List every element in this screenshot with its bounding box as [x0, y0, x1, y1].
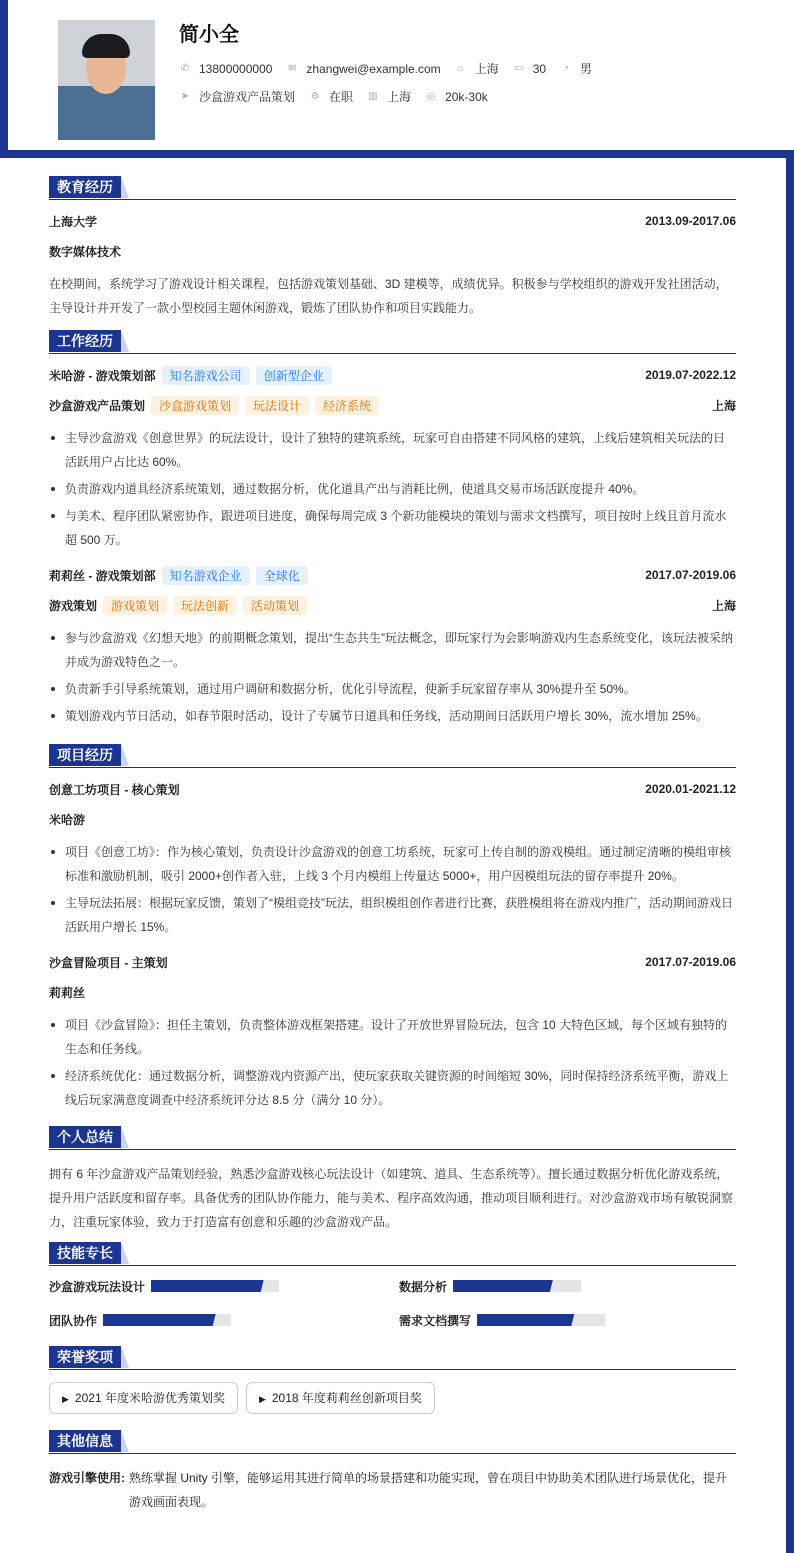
skill-tag: 游戏策划	[103, 596, 167, 615]
skill-bar	[477, 1314, 605, 1326]
triangle-icon: ▶	[258, 1394, 266, 1404]
section-summary: 个人总结	[49, 1126, 736, 1150]
edu-desc: 在校期间，系统学习了游戏设计相关课程，包括游戏策划基础、3D 建模等，成绩优异。积极参与学校组织的游戏开发社团活动，主导设计并开发了一款小型校园主题休闲游戏，锻炼了团队协作和项目实践能力。	[49, 277, 728, 315]
send-icon: ➤	[180, 91, 190, 102]
project-name: 沙盒冒险项目 - 主策划	[49, 955, 168, 970]
work-item	[49, 366, 736, 552]
triangle-icon: ▶	[62, 1394, 69, 1404]
award-item: ▶ 2018 年度莉莉丝创新项目奖	[246, 1382, 435, 1414]
work-item	[49, 566, 736, 728]
home-icon: ⌂	[457, 63, 464, 74]
other-info: 游戏引擎使用: 熟练掌握 Unity 引擎，能够运用其进行简单的场景搭建和功能实现，曾在项目中协助美术团队进行场景优化，提升游戏画面表现。	[49, 1471, 728, 1509]
section-project: 项目经历	[49, 744, 736, 768]
skill-name: 数据分析	[399, 1279, 448, 1294]
skill-item	[399, 1312, 736, 1328]
status-icon: ⚙	[310, 91, 320, 102]
left-border	[0, 0, 8, 158]
bullet: 主导沙盒游戏《创意世界》的玩法设计，设计了独特的建筑系统，玩家可自由搭建不同风格的建筑，上线后建筑相关玩法的日活跃用户占比达 60%。	[49, 426, 736, 474]
school: 上海大学	[49, 214, 98, 229]
bullet: 主导玩法拓展：根据玩家反馈，策划了“模组竞技”玩法，组织模组创作者进行比赛，获胜模组将在游戏内推广，活动期间游戏日活跃用户增长 15%。	[49, 891, 736, 939]
bullet: 负责新手引导系统策划，通过用户调研和数据分析，优化引导流程，使新手玩家留存率从 30%提升至 50%。	[49, 677, 736, 701]
bullet: 项目《创意工坊》：作为核心策划，负责设计沙盒游戏的创意工坊系统，玩家可上传自制的游戏模组。通过制定清晰的模组审核标准和激励机制，吸引 2000+创作者入驻，上线 3 个月内模组上传量达 5000+，用户因模组玩法的留存率提升 20%。	[49, 840, 736, 888]
phone: 13800000000	[199, 61, 273, 76]
age-icon: ▭	[513, 63, 524, 74]
skill-tag: 活动策划	[243, 596, 307, 615]
skill-item	[399, 1278, 736, 1294]
skill-bar	[151, 1280, 279, 1292]
section-awards: 荣誉奖项	[49, 1346, 736, 1370]
company-tag: 知名游戏企业	[162, 566, 250, 585]
position: 沙盒游戏产品策划	[199, 90, 296, 104]
skill-name: 沙盒游戏玩法设计	[49, 1279, 146, 1294]
role: 游戏策划	[49, 598, 98, 613]
section-work: 工作经历	[49, 330, 736, 354]
header-divider	[0, 150, 794, 158]
gender: 男	[580, 62, 593, 76]
project-date: 2017.07-2019.06	[645, 955, 736, 969]
skill-bar	[453, 1280, 581, 1292]
skill-tag: 经济系统	[315, 396, 379, 415]
bullet: 项目《沙盒冒险》：担任主策划，负责整体游戏框架搭建。设计了开放世界冒险玩法，包含 10 大特色区域，每个区域有独特的生态和任务线。	[49, 1013, 736, 1061]
building-icon: ▥	[368, 91, 378, 102]
job-row	[179, 88, 502, 105]
role: 沙盒游戏产品策划	[49, 398, 146, 413]
skill-tag: 玩法设计	[245, 396, 309, 415]
section-education: 教育经历	[49, 176, 736, 200]
right-border	[786, 150, 794, 1553]
gender-icon: ◔	[563, 63, 570, 74]
company: 莉莉丝 - 游戏策划部	[49, 568, 156, 583]
bullet: 与美术、程序团队紧密协作，跟进项目进度，确保每周完成 3 个新功能模块的策划与需求文档撰写，项目按时上线且首月流水超 500 万。	[49, 504, 736, 552]
summary-text: 拥有 6 年沙盒游戏产品策划经验，熟悉沙盒游戏核心玩法设计（如建筑、道具、生态系统等）。擅长通过数据分析优化游戏系统，提升用户活跃度和留存率。具备优秀的团队协作能力，能与美术、程序高效沟通，推动项目顺利进行。对沙盒游戏市场有敏锐洞察力，注重玩家体验，致力于打造富有创意和乐趣的沙盒游戏产品。	[49, 1167, 734, 1229]
section-other: 其他信息	[49, 1430, 736, 1454]
company-tag: 全球化	[256, 566, 308, 585]
project-item	[49, 780, 736, 939]
work-city: 上海	[711, 398, 736, 413]
work-date: 2017.07-2019.06	[645, 568, 736, 582]
skill-bar-fill	[151, 1280, 264, 1292]
work-date: 2019.07-2022.12	[645, 368, 736, 382]
work-city: 上海	[711, 598, 736, 613]
email: zhangwei@example.com	[306, 61, 441, 76]
bullet: 策划游戏内节日活动，如春节限时活动，设计了专属节日道具和任务线，活动期间日活跃用户增长 30%，流水增加 25%。	[49, 704, 736, 728]
company-tag: 创新型企业	[256, 366, 332, 385]
avatar	[58, 20, 155, 140]
skill-bar-fill	[103, 1314, 216, 1326]
salary-icon: ◎	[426, 91, 436, 102]
skill-tag: 沙盒游戏策划	[151, 396, 239, 415]
skill-name: 需求文档撰写	[399, 1313, 472, 1328]
company-tag: 知名游戏公司	[162, 366, 250, 385]
project-company: 米哈游	[49, 812, 86, 827]
contact-row	[179, 60, 606, 77]
award-item: ▶ 2021 年度米哈游优秀策划奖	[49, 1382, 238, 1414]
major: 数字媒体技术	[49, 244, 122, 259]
target-city: 上海	[387, 90, 412, 104]
candidate-name: 简小全	[179, 24, 239, 46]
skill-item	[49, 1312, 399, 1328]
skill-bar-fill	[453, 1280, 553, 1292]
project-name: 创意工坊项目 - 核心策划	[49, 782, 180, 797]
mail-icon: ✉	[288, 63, 297, 74]
skill-item	[49, 1278, 399, 1294]
salary: 20k-30k	[445, 89, 488, 104]
city: 上海	[474, 62, 499, 76]
project-item	[49, 953, 736, 1112]
skill-bar	[103, 1314, 231, 1326]
project-company: 莉莉丝	[49, 985, 86, 1000]
skill-bar-fill	[477, 1314, 574, 1326]
age: 30	[532, 61, 547, 76]
bullet: 经济系统优化：通过数据分析，调整游戏内资源产出，使玩家获取关键资源的时间缩短 30%，同时保持经济系统平衡，游戏上线后玩家满意度调查中经济系统评分达 8.5 分（满分 10 分）。	[49, 1064, 736, 1112]
bullet: 负责游戏内道具经济系统策划，通过数据分析，优化道具产出与消耗比例，使道具交易市场活跃度提升 40%。	[49, 477, 736, 501]
phone-icon: ✆	[180, 63, 190, 74]
section-skills: 技能专长	[49, 1242, 736, 1266]
status: 在职	[329, 90, 354, 104]
skill-name: 团队协作	[49, 1313, 98, 1328]
company: 米哈游 - 游戏策划部	[49, 368, 156, 383]
edu-date: 2013.09-2017.06	[645, 214, 736, 228]
skill-tag: 玩法创新	[173, 596, 237, 615]
project-date: 2020.01-2021.12	[645, 782, 736, 796]
bullet: 参与沙盒游戏《幻想天地》的前期概念策划，提出“生态共生”玩法概念，即玩家行为会影响游戏内生态系统变化，该玩法被采纳并成为游戏特色之一。	[49, 626, 736, 674]
